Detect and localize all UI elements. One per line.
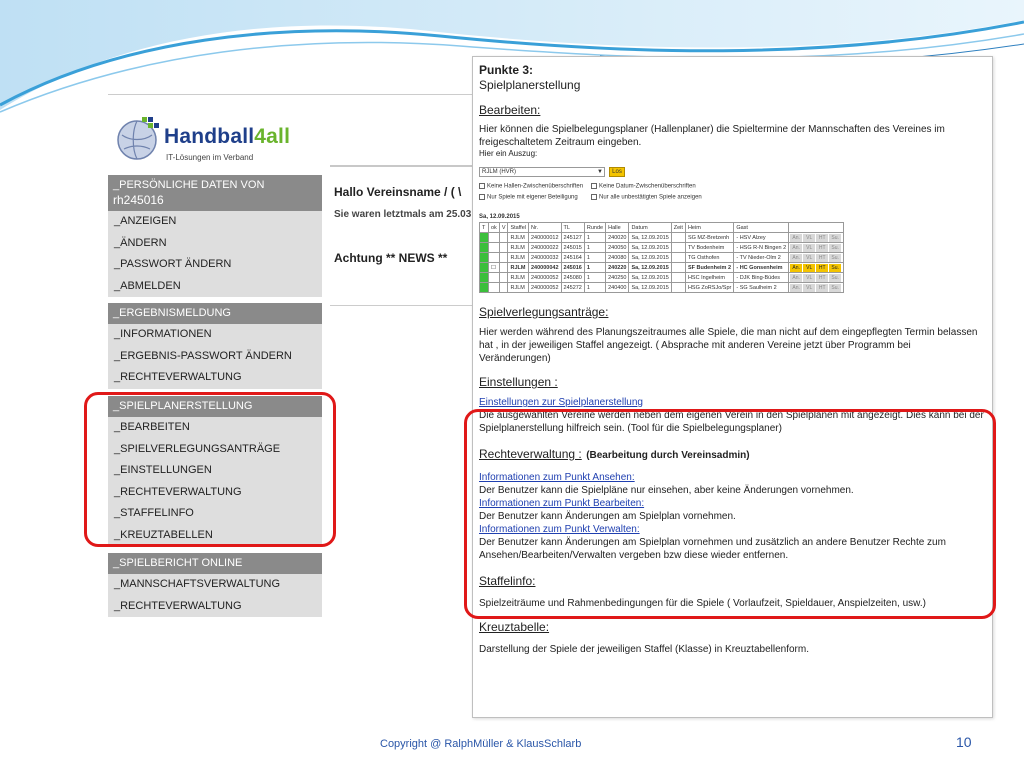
cell-zeit — [671, 253, 685, 263]
cell-nr: 240000012 — [528, 233, 561, 243]
cell-heim: TG Osthofen — [685, 253, 733, 263]
v-cell — [499, 263, 508, 273]
games-table-column-header: Datum — [629, 223, 671, 233]
action-button: HT — [816, 284, 828, 292]
menu-item-ergebnis-passwort[interactable]: _ERGEBNIS-PASSWORT ÄNDERN — [114, 349, 292, 362]
greeting-text: Hallo Vereinsname / ( \ — [334, 185, 462, 199]
checkbox-box[interactable] — [591, 194, 597, 200]
section-einstellungen-heading: Einstellungen : — [479, 375, 558, 389]
action-button: HT — [816, 274, 828, 282]
cell-datum: Sa, 12.09.2015 — [629, 283, 671, 293]
cell-datum: Sa, 12.09.2015 — [629, 263, 671, 273]
games-table — [479, 222, 844, 293]
section-bearbeiten-auszug: Hier ein Auszug: — [479, 149, 538, 158]
table-row — [480, 253, 844, 263]
section-einstellungen-text: Die ausgewählten Vereine werden neben dem eigenen Verein in den Spielplänen mit angezeigt. Dies kann bei der Spielplanerstellung hilfreich sein. (Tool für die Spielbelegungsplaner) — [479, 410, 984, 434]
cell-heim: HSC Ingelheim — [685, 273, 733, 283]
ok-cell — [489, 233, 500, 243]
cell-zeit — [671, 283, 685, 293]
games-table-column-header: Gast — [734, 223, 789, 233]
menu-item-staffelinfo[interactable]: _STAFFELINFO — [114, 507, 194, 519]
menu-item-passwort-aendern[interactable]: _PASSWORT ÄNDERN — [114, 258, 232, 270]
menu-item-rechteverwaltung-ergebnis[interactable]: _RECHTEVERWALTUNG — [114, 371, 242, 383]
checkbox-label: Keine Hallen-Zwischenüberschriften — [487, 183, 584, 190]
checkbox-label: Nur alle unbestätigten Spiele anzeigen — [599, 194, 702, 201]
highlight-frame-spielplanerstellung — [84, 392, 336, 547]
action-button: Su. — [829, 244, 841, 252]
cell-staffel: RJLM — [508, 243, 529, 253]
menu-header-spielbericht-online[interactable]: _SPIELBERICHT ONLINE — [108, 553, 322, 574]
games-table-column-header: V — [499, 223, 508, 233]
menu-item-informationen[interactable]: _INFORMATIONEN — [114, 328, 212, 340]
checkbox-label: Keine Datum-Zwischenüberschriften — [599, 183, 696, 190]
menu-item-anzeigen[interactable]: _ANZEIGEN — [114, 215, 177, 227]
menu-item-mannschaftsverwaltung[interactable]: _MANNSCHAFTSVERWALTUNG — [114, 578, 281, 590]
cell-halle: 240220 — [606, 263, 629, 273]
section-staffelinfo-heading: Staffelinfo: — [479, 574, 536, 588]
section-kreuztabelle-heading: Kreuztabelle: — [479, 620, 550, 634]
action-button: An. — [790, 274, 802, 282]
staffel-select[interactable] — [479, 167, 605, 177]
action-button: Su. — [829, 254, 841, 262]
games-table-column-header: Halle — [606, 223, 629, 233]
table-row — [480, 273, 844, 283]
v-cell — [499, 253, 508, 263]
v-cell — [499, 273, 508, 283]
cell-staffel: RJLM — [508, 273, 529, 283]
cell-runde: 1 — [584, 263, 605, 273]
link-einstellungen-spielplanerstellung[interactable]: Einstellungen zur Spielplanerstellung — [479, 397, 643, 408]
cell-runde: 1 — [584, 253, 605, 263]
games-table-column-header: Zeit — [671, 223, 685, 233]
menu-header-ergebnismeldung[interactable]: _ERGEBNISMELDUNG — [108, 303, 322, 324]
menu-spielbericht-online — [108, 553, 322, 617]
page-number: 10 — [956, 734, 972, 750]
cell-nr: 240000052 — [528, 283, 561, 293]
games-table-column-header: Nr. — [528, 223, 561, 233]
table-row — [480, 233, 844, 243]
cell-halle: 240020 — [606, 233, 629, 243]
cell-staffel: RJLM — [508, 233, 529, 243]
section-bearbeiten-text: Hier können die Spielbelegungsplaner (Hallenplaner) die Spieltermine der Mannschaften des Vereines im freigeschaltetem Zeitraum eingeben. — [479, 124, 945, 148]
cell-datum: Sa, 12.09.2015 — [629, 233, 671, 243]
action-button: VL — [803, 244, 815, 252]
ok-cell — [489, 243, 500, 253]
status-cell — [480, 283, 489, 293]
welcome-divider — [330, 305, 474, 306]
menu-item-bearbeiten[interactable]: _BEARBEITEN — [114, 421, 190, 433]
rechte-verwalten-text: Der Benutzer kann Änderungen am Spielplan vornehmen und zusätzlich an andere Benutzer Rechte zum Ansehen/Bearbeiten/Verwalten vergeben bzw diese wieder entfernen. — [479, 537, 946, 561]
section-staffelinfo-text: Spielzeiträume und Rahmenbedingungen für die Spiele ( Vorlaufzeit, Spieldauer, Anspielzeiten, usw.) — [479, 598, 926, 609]
cell-halle: 240400 — [606, 283, 629, 293]
cell-actions — [789, 243, 844, 253]
staffel-select-value: RJLM (HVR) — [482, 169, 516, 175]
action-button: Su. — [829, 284, 841, 292]
cell-gast: - HSV Alzey — [734, 233, 789, 243]
logo-text-4all: 4all — [254, 125, 291, 148]
menu-item-spielverlegungsantraege[interactable]: _SPIELVERLEGUNGSANTRÄGE — [114, 442, 281, 455]
checkbox-label: Nur Spiele mit eigener Beteiligung — [487, 194, 578, 201]
section-bearbeiten-heading: Bearbeiten: — [479, 103, 541, 117]
cell-tl: 245164 — [561, 253, 584, 263]
checkbox-box[interactable] — [479, 194, 485, 200]
doc-subtitle: Spielplanerstellung — [479, 78, 581, 92]
games-table-column-header: T — [480, 223, 489, 233]
cell-tl: 245272 — [561, 283, 584, 293]
games-table-column-header: Runde — [584, 223, 605, 233]
cell-gast: - HSG R-N Bingen 2 — [734, 243, 789, 253]
cell-datum: Sa, 12.09.2015 — [629, 273, 671, 283]
action-button: Su. — [829, 274, 841, 282]
games-table-column-header: Heim — [685, 223, 733, 233]
action-button: HT — [816, 244, 828, 252]
action-button: VL — [803, 284, 815, 292]
username-label: rh245016 — [113, 193, 164, 207]
cell-actions — [789, 233, 844, 243]
cell-runde: 1 — [584, 243, 605, 253]
action-button: An. — [790, 244, 802, 252]
cell-tl: 245127 — [561, 233, 584, 243]
status-cell — [480, 233, 489, 243]
status-cell — [480, 263, 489, 273]
checkbox-keine-datum[interactable] — [591, 183, 696, 190]
menu-header-label: _PERSÖNLICHE DATEN VON — [113, 179, 265, 191]
cell-zeit — [671, 263, 685, 273]
section-rechte-note: (Bearbeitung durch Vereinsadmin) — [586, 450, 750, 461]
games-date-header: Sa, 12.09.2015 — [479, 214, 520, 220]
cell-tl: 245016 — [561, 263, 584, 273]
action-button[interactable]: HT — [816, 264, 828, 272]
table-row — [480, 263, 844, 273]
checkbox-unbestaetigte[interactable] — [591, 194, 702, 201]
action-button: HT — [816, 234, 828, 242]
doc-title: Punkte 3: — [479, 63, 534, 77]
cell-halle: 240080 — [606, 253, 629, 263]
cell-tl: 245015 — [561, 243, 584, 253]
cell-nr: 240000042 — [528, 263, 561, 273]
games-table-header-row — [480, 223, 844, 233]
welcome-panel — [330, 165, 474, 405]
cell-zeit — [671, 243, 685, 253]
section-rechte-heading: Rechteverwaltung : — [479, 447, 582, 461]
v-cell — [499, 233, 508, 243]
games-table-actions-header — [789, 223, 844, 233]
cell-datum: Sa, 12.09.2015 — [629, 253, 671, 263]
los-button[interactable]: Los — [609, 167, 625, 177]
cell-gast: - SG Saulheim 2 — [734, 283, 789, 293]
menu-item-aendern[interactable]: _ÄNDERN — [114, 236, 167, 249]
cell-staffel: RJLM — [508, 283, 529, 293]
cell-staffel: RJLM — [508, 253, 529, 263]
menu-item-einstellungen[interactable]: _EINSTELLUNGEN — [114, 464, 212, 476]
cell-heim: HSG ZoRSJo/Spr — [685, 283, 733, 293]
handball4all-logo — [112, 103, 322, 167]
menu-header-personal-data — [108, 175, 322, 211]
cell-actions — [789, 283, 844, 293]
section-verlegung-heading: Spielverlegungsanträge: — [479, 305, 609, 319]
cell-nr: 240000032 — [528, 253, 561, 263]
cell-nr: 240000052 — [528, 273, 561, 283]
cell-heim: SG MZ-Bretzenh — [685, 233, 733, 243]
checkbox-box[interactable] — [479, 183, 485, 189]
checkbox-box[interactable] — [591, 183, 597, 189]
ok-cell — [489, 273, 500, 283]
cell-tl: 245080 — [561, 273, 584, 283]
section-verlegung-text: Hier werden während des Planungszeitraumes alle Spiele, die man nicht auf dem eingepflegten Termin belassen hat , in der jeweiligen Staffel angezeigt. ( Absprache mit anderen Vereine jetzt über Programm bei Veränderungen) — [479, 327, 978, 364]
link-info-bearbeiten[interactable]: Informationen zum Punkt Bearbeiten: — [479, 498, 645, 509]
table-row — [480, 243, 844, 253]
action-button[interactable]: An. — [790, 264, 802, 272]
cell-gast: - DJK Bing-Büdes — [734, 273, 789, 283]
cell-actions — [789, 273, 844, 283]
cell-actions — [789, 253, 844, 263]
cell-halle: 240050 — [606, 243, 629, 253]
action-button: VL — [803, 234, 815, 242]
status-cell — [480, 273, 489, 283]
last-login-text: Sie waren letztmals am 25.03 — [334, 209, 472, 220]
logo-wordmark — [164, 125, 290, 149]
action-button[interactable]: VL — [803, 264, 815, 272]
cell-runde: 1 — [584, 283, 605, 293]
checkbox-eigene-beteiligung[interactable] — [479, 194, 578, 201]
cell-gast: - TV Nieder-Olm 2 — [734, 253, 789, 263]
ok-cell — [489, 253, 500, 263]
menu-ergebnismeldung — [108, 303, 322, 389]
cell-gast: - HC Gonsenheim — [734, 263, 789, 273]
status-cell — [480, 253, 489, 263]
action-button: VL — [803, 254, 815, 262]
rechte-bearbeiten-text: Der Benutzer kann Änderungen am Spielplan vornehmen. — [479, 511, 736, 522]
cell-zeit — [671, 233, 685, 243]
menu-item-kreuztabellen[interactable]: _KREUZTABELLEN — [114, 528, 213, 541]
menu-item-rechteverwaltung-spielbericht[interactable]: _RECHTEVERWALTUNG — [114, 599, 242, 612]
status-cell — [480, 243, 489, 253]
action-button: An. — [790, 284, 802, 292]
chevron-down-icon: ▼ — [597, 169, 603, 175]
action-button: An. — [790, 234, 802, 242]
welcome-divider-top — [330, 165, 474, 167]
cell-runde: 1 — [584, 273, 605, 283]
ok-cell[interactable]: ☐ — [489, 263, 500, 273]
cell-heim: SF Budenheim 2 — [685, 263, 733, 273]
table-row — [480, 283, 844, 293]
v-cell — [499, 243, 508, 253]
link-info-verwalten[interactable]: Informationen zum Punkt Verwalten: — [479, 524, 640, 535]
menu-personal-data — [108, 175, 322, 297]
cell-staffel: RJLM — [508, 263, 529, 273]
menu-item-rechteverwaltung-spielplan[interactable]: _RECHTEVERWALTUNG — [114, 485, 242, 498]
games-table-column-header: ok — [489, 223, 500, 233]
games-table-column-header: TL — [561, 223, 584, 233]
checkbox-keine-hallen[interactable] — [479, 183, 583, 190]
cell-heim: TV Bodenheim — [685, 243, 733, 253]
logo-tagline: IT-Lösungen im Verband — [166, 153, 254, 162]
action-button[interactable]: Su. — [829, 264, 841, 272]
highlight-frame-einstellungen-rechte — [464, 409, 996, 619]
action-button: VL — [803, 274, 815, 282]
cell-zeit — [671, 273, 685, 283]
cell-datum: Sa, 12.09.2015 — [629, 243, 671, 253]
action-button: An. — [790, 254, 802, 262]
action-button: Su. — [829, 234, 841, 242]
cell-runde: 1 — [584, 233, 605, 243]
cell-halle: 240250 — [606, 273, 629, 283]
action-button: HT — [816, 254, 828, 262]
logo-text-handball: Handball — [164, 125, 255, 148]
section-kreuztabelle-text: Darstellung der Spiele der jeweiligen Staffel (Klasse) in Kreuztabellenform. — [479, 644, 809, 655]
handball-logo-icon — [114, 115, 160, 161]
cell-nr: 240000022 — [528, 243, 561, 253]
menu-item-abmelden[interactable]: _ABMELDEN — [114, 279, 181, 292]
games-table-column-header: Staffel — [508, 223, 529, 233]
cell-actions — [789, 263, 844, 273]
ok-cell — [489, 283, 500, 293]
v-cell — [499, 283, 508, 293]
footer-copyright: Copyright @ RalphMüller & KlausSchlarb — [380, 738, 582, 750]
link-info-ansehen[interactable]: Informationen zum Punkt Ansehen: — [479, 472, 635, 483]
rechte-ansehen-text: Der Benutzer kann die Spielpläne nur einsehen, aber keine Änderungen vornehmen. — [479, 485, 854, 496]
menu-header-spielplanerstellung[interactable]: _SPIELPLANERSTELLUNG — [108, 396, 322, 417]
spielplan-excerpt-screenshot — [479, 163, 965, 299]
news-heading: Achtung ** NEWS ** — [334, 251, 448, 265]
